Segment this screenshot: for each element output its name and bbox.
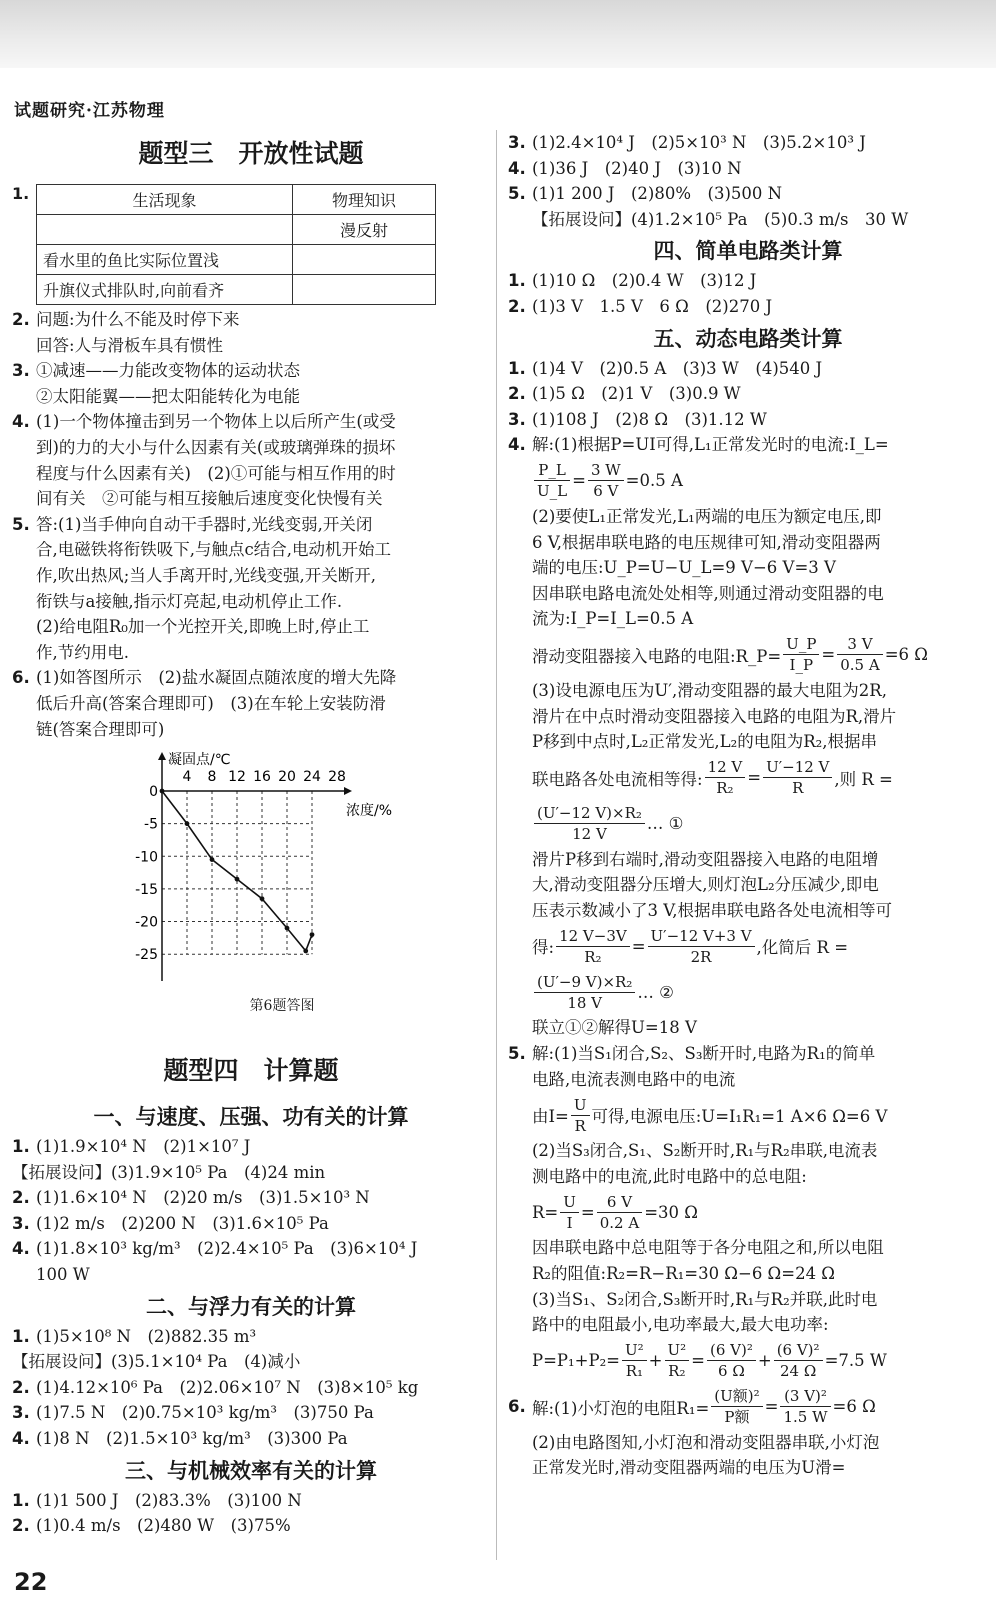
formula-line: R= $\frac{U}{I}$ = $\frac{6 V}{0.2 A}$ =30 Ω <box>532 1192 698 1232</box>
answer-line: P移到中点时,L₂正常发光,L₂的电阻为R₂,根据串 <box>532 732 878 752</box>
answer-line: 6 V,根据串联电路的电压规律可知,滑动变阻器两 <box>532 532 881 552</box>
answer-line: 2. (1)5 Ω (2)1 V (3)0.9 W <box>508 384 741 404</box>
table-cell: 漫反射 <box>293 215 436 245</box>
fraction: $\frac{12 V}{\text{R₂}}$ <box>705 757 746 798</box>
answer-line: 4. (1)8 N (2)1.5×10³ kg/m³ (3)300 Pa <box>12 1429 348 1449</box>
fraction: $\frac{\text{U²}}{\text{R₂}}$ <box>665 1340 690 1381</box>
answer-line: 2. 问题:为什么不能及时停下来 <box>12 310 240 329</box>
answer-line: 4. 解:(1)根据P=UI可得,L₁正常发光时的电流:I_L= <box>508 435 889 455</box>
table-row <box>37 185 436 215</box>
table-cell <box>293 245 436 275</box>
fraction: $\frac{3 V}{0.5 A}$ <box>837 634 882 675</box>
data-point <box>210 857 215 862</box>
table-row <box>37 275 436 305</box>
answer-line: 100 W <box>36 1265 90 1285</box>
y-tick-label: -15 <box>135 882 158 899</box>
answer-line: 滑片P移到右端时,滑动变阻器接入电路的电阻增 <box>532 849 879 869</box>
answer-line: 4. (1)36 J (2)40 J (3)10 N <box>508 158 742 178</box>
page-header: 试题研究·江苏物理 <box>14 101 165 121</box>
answer-line: (2)当S₃闭合,S₁、S₂断开时,R₁与R₂串联,电流表 <box>532 1141 878 1161</box>
answer-line: 3. (1)108 J (2)8 Ω (3)1.12 W <box>508 409 767 429</box>
fraction: $\frac{U'-12 V}{R}$ <box>763 757 832 798</box>
right-column <box>508 130 988 1481</box>
subsection-title: 五、动态电路类计算 <box>653 326 843 351</box>
answer-line: 5. 答:(1)当手伸向自动干手器时,光线变弱,开关闭 <box>12 514 373 534</box>
data-point <box>285 926 290 931</box>
answer-line: ②太阳能翼——把太阳能转化为电能 <box>36 386 300 406</box>
subsection-title: 四、简单电路类计算 <box>653 239 843 264</box>
freezing-point-chart <box>132 746 490 1015</box>
answer-line: 6. (1)如答图所示 (2)盐水凝固点随浓度的增大先降 <box>12 668 397 688</box>
table-header: 生活现象 <box>37 185 293 215</box>
answer-line: (3)设电源电压为U′,滑动变阻器的最大电阻为2R, <box>532 680 887 700</box>
answer-line: 因串联电路电流处处相等,则通过滑动变阻器的电 <box>532 583 884 603</box>
fraction: $\frac{\text{(6 V)²}}{24 \Omega}$ <box>774 1340 823 1381</box>
answer-line: 路中的电阻最小,电功率最大,最大电功率: <box>532 1315 829 1335</box>
table-cell <box>293 275 436 305</box>
data-point <box>260 896 265 901</box>
answer-line: 联立①②解得U=18 V <box>532 1018 697 1038</box>
fraction: $\frac{6 V}{0.2 A}$ <box>597 1192 642 1233</box>
data-point <box>185 821 190 826</box>
formula-line: 由I= $\frac{U}{R}$ 可得,电源电压:U=I₁R₁=1 A×6 Ω=6 V <box>532 1095 888 1135</box>
fraction: $\frac{\text{(U额)²}}{\text{P额}}$ <box>711 1386 762 1427</box>
fraction: $\frac{\text{(U′−12 V)×R₂}}{12 V}$ <box>534 803 645 844</box>
y-axis-label: 凝固点/℃ <box>168 752 231 769</box>
formula-line: 得: $\frac{12 V-3V}{\text{R₂}}$ = $\frac{U'-12 V+3 V}{2R}$ ,化简后 R = <box>532 926 849 966</box>
answer-line: 2. (1)0.4 m/s (2)480 W (3)75% <box>12 1516 291 1536</box>
y-tick-label: -20 <box>135 914 158 931</box>
fraction: $\frac{3 W}{6 V}$ <box>588 460 624 501</box>
x-axis-label: 浓度/% <box>346 803 393 820</box>
subsection-title: 一、与速度、压强、功有关的计算 <box>93 1105 409 1130</box>
answer-line: 2. (1)4.12×10⁶ Pa (2)2.06×10⁷ N (3)8×10⁵ kg <box>12 1377 419 1397</box>
answer-line: 链(答案合理即可) <box>36 719 165 739</box>
scan-top-band <box>0 0 996 68</box>
formula-line: $\frac{P\_L}{U\_L}$ = $\frac{3 W}{6 V}$ =0.5 A <box>508 458 988 504</box>
page-number: 22 <box>14 1568 48 1596</box>
answer-line: 4. (1)1.8×10³ kg/m³ (2)2.4×10⁵ Pa (3)6×10⁴ J <box>12 1239 418 1259</box>
x-axis-arrow <box>344 787 352 795</box>
table-cell: 升旗仪式排队时,向前看齐 <box>37 275 293 305</box>
x-tick-label: 16 <box>253 769 271 786</box>
answer-line: 大,滑动变阻器分压增大,则灯泡L₂分压减少,即电 <box>532 875 879 895</box>
table-cell: 看水里的鱼比实际位置浅 <box>37 245 293 275</box>
x-tick-label: 20 <box>278 769 296 786</box>
answer-line: (2)由电路图知,小灯泡和滑动变阻器串联,小灯泡 <box>532 1432 880 1452</box>
table-cell <box>37 215 293 245</box>
x-tick-label: 24 <box>303 769 321 786</box>
answer-line: 3. (1)2.4×10⁴ J (2)5×10³ N (3)5.2×10³ J <box>508 133 866 152</box>
answer-line: 正常发光时,滑动变阻器两端的电压为U滑= <box>532 1458 846 1478</box>
y-tick-label: -25 <box>135 947 158 964</box>
table-row <box>37 245 436 275</box>
x-tick-label: 28 <box>328 769 346 786</box>
fraction: $\frac{\text{(3 V)²}}{1.5 W}$ <box>780 1386 830 1427</box>
formula-line: P=P₁+P₂= $\frac{\text{U²}}{\text{R₁}}$ + $\frac{\text{U²}}{\text{R₂}}$ = $\frac{\text{(6 V)²}}{6 \Omega}$ + $\frac{\text{(6 V)²}}{24 \Omega}$ =7.5 W <box>532 1341 887 1381</box>
chart-svg <box>132 746 432 991</box>
answer-line: 作,节约用电. <box>36 642 129 662</box>
answer-line: 【拓展设问】(3)5.1×10⁴ Pa (4)减小 <box>12 1352 301 1372</box>
answer-line: 2. (1)3 V 1.5 V 6 Ω (2)270 J <box>508 296 773 316</box>
answer-line: 程度与什么因素有关) (2)①可能与相互作用的时 <box>36 463 396 483</box>
q1-block <box>12 184 490 305</box>
answer-line: (2)给电阻R₀加一个光控开关,即晚上时,停止工 <box>36 617 370 637</box>
data-point <box>160 789 165 794</box>
answer-line: 端的电压:U_P=U−U_L=9 V−6 V=3 V <box>532 558 836 578</box>
fraction: $\frac{\text{U²}}{\text{R₁}}$ <box>622 1340 647 1381</box>
fraction: $\frac{U'-12 V+3 V}{2R}$ <box>648 926 755 967</box>
left-column <box>12 130 490 1539</box>
answer-line: 3. (1)7.5 N (2)0.75×10³ kg/m³ (3)750 Pa <box>12 1403 374 1423</box>
column-divider <box>496 130 497 1560</box>
q-num: 1. <box>12 184 30 203</box>
answer-line: 1. (1)10 Ω (2)0.4 W (3)12 J <box>508 271 757 291</box>
answer-line: 合,电磁铁将衔铁吸下,与触点c结合,电动机开始工 <box>36 540 391 560</box>
formula-line: 滑动变阻器接入电路的电阻:R_P= $\frac{U\_P}{I\_P}$ = $\frac{3 V}{0.5 A}$ =6 Ω <box>532 635 928 675</box>
y-tick-label: -10 <box>135 849 158 866</box>
formula-line: $\frac{\text{(U′−12 V)×R₂}}{12 V}$ … ① <box>508 801 988 847</box>
table-header: 物理知识 <box>293 185 436 215</box>
section-title-4: 题型四 计算题 <box>163 1056 339 1086</box>
fraction: $\frac{U}{R}$ <box>571 1095 590 1136</box>
answer-line: 【拓展设问】(3)1.9×10⁵ Pa (4)24 min <box>12 1162 326 1182</box>
answer-line: 2. (1)1.6×10⁴ N (2)20 m/s (3)1.5×10³ N <box>12 1188 370 1208</box>
subsection-title: 二、与浮力有关的计算 <box>146 1294 356 1319</box>
answer-line: 到)的力的大小与什么因素有关(或玻璃弹珠的损坏 <box>36 437 396 457</box>
answer-line: 压表示数减小了3 V,根据串联电路各处电流相等可 <box>532 900 893 920</box>
fraction: $\frac{U\_P}{I\_P}$ <box>783 634 819 675</box>
answer-line: 3. ①减速——力能改变物体的运动状态 <box>12 361 300 381</box>
answer-line: (2)要使L₁正常发光,L₁两端的电压为额定电压,即 <box>532 506 882 526</box>
y-tick-label: 0 <box>149 784 158 801</box>
answer-line: 低后升高(答案合理即可) (3)在车轮上安装防滑 <box>36 693 386 713</box>
x-tick-label: 4 <box>182 769 192 786</box>
fraction: $\frac{12 V-3V}{\text{R₂}}$ <box>556 926 630 967</box>
y-axis-arrow <box>158 752 166 760</box>
answer-line: 5. (1)1 200 J (2)80% (3)500 N <box>508 184 783 204</box>
fraction: $\frac{U}{I}$ <box>560 1192 579 1233</box>
data-point <box>235 877 240 882</box>
formula-line: $\frac{\text{(U′−9 V)×R₂}}{18 V}$ … ② <box>508 969 988 1015</box>
x-tick-label: 8 <box>207 769 217 786</box>
answer-line: R₂的阻值:R₂=R−R₁=30 Ω−6 Ω=24 Ω <box>532 1264 835 1284</box>
chart-caption: 第6题答图 <box>249 998 315 1015</box>
answer-line: 测电路中的电流,此时电路中的总电阻: <box>532 1166 807 1186</box>
y-tick-label: -5 <box>144 816 158 833</box>
x-tick-label: 12 <box>228 769 246 786</box>
answer-line: 滑片在中点时滑动变阻器接入电路的电阻为R,滑片 <box>532 706 897 726</box>
answer-line: 【拓展设问】(4)1.2×10⁵ Pa (5)0.3 m/s 30 W <box>532 209 909 229</box>
subsection-title: 三、与机械效率有关的计算 <box>125 1458 377 1483</box>
answer-line: 流为:I_P=I_L=0.5 A <box>532 609 694 629</box>
formula-line: 联电路各处电流相等得: $\frac{12 V}{\text{R₂}}$ = $\frac{U'-12 V}{R}$ ,则 R = <box>532 758 893 798</box>
answer-line: 作,吹出热风;当人手离开时,光线变强,开关断开, <box>36 565 377 585</box>
answer-line: 4. (1)一个物体撞击到另一个物体上以后所产生(或受 <box>12 412 396 432</box>
answer-line: 因串联电路中总电阻等于各分电阻之和,所以电阻 <box>532 1238 884 1258</box>
fraction: $\frac{P\_L}{U\_L}$ <box>534 460 570 501</box>
answer-line: 回答:人与滑板车具有惯性 <box>36 335 224 355</box>
fraction: $\frac{\text{(U′−9 V)×R₂}}{18 V}$ <box>534 972 635 1013</box>
table-row <box>37 215 436 245</box>
data-point <box>310 932 315 937</box>
answer-line: 1. (1)5×10⁸ N (2)882.35 m³ <box>12 1326 257 1346</box>
answer-line: 衔铁与a接触,指示灯亮起,电动机停止工作. <box>36 591 343 611</box>
phenomena-table <box>36 184 436 305</box>
section-title-3: 题型三 开放性试题 <box>138 139 364 168</box>
answer-line: (3)当S₁、S₂闭合,S₃断开时,R₁与R₂并联,此时电 <box>532 1289 878 1309</box>
answer-line: 电路,电流表测电路中的电流 <box>532 1069 736 1089</box>
answer-line: 间有关 ②可能与相互接触后速度变化快慢有关 <box>36 489 383 509</box>
formula-line: 6. 解:(1)小灯泡的电阻R₁= $\frac{\text{(U额)²}}{\text{P额}}$ = $\frac{\text{(3 V)²}}{1.5 W}$ =6 Ω <box>508 1387 876 1427</box>
answer-line: 3. (1)2 m/s (2)200 N (3)1.6×10⁵ Pa <box>12 1213 329 1233</box>
answer-line: 5. 解:(1)当S₁闭合,S₂、S₃断开时,电路为R₁的简单 <box>508 1044 876 1064</box>
data-point <box>303 949 308 954</box>
answer-line: 1. (1)4 V (2)0.5 A (3)3 W (4)540 J <box>508 358 823 378</box>
answer-line: 1. (1)1 500 J (2)83.3% (3)100 N <box>12 1490 302 1510</box>
fraction: $\frac{\text{(6 V)²}}{6 \Omega}$ <box>707 1340 756 1381</box>
answer-line: 1. (1)1.9×10⁴ N (2)1×10⁷ J <box>12 1137 251 1157</box>
